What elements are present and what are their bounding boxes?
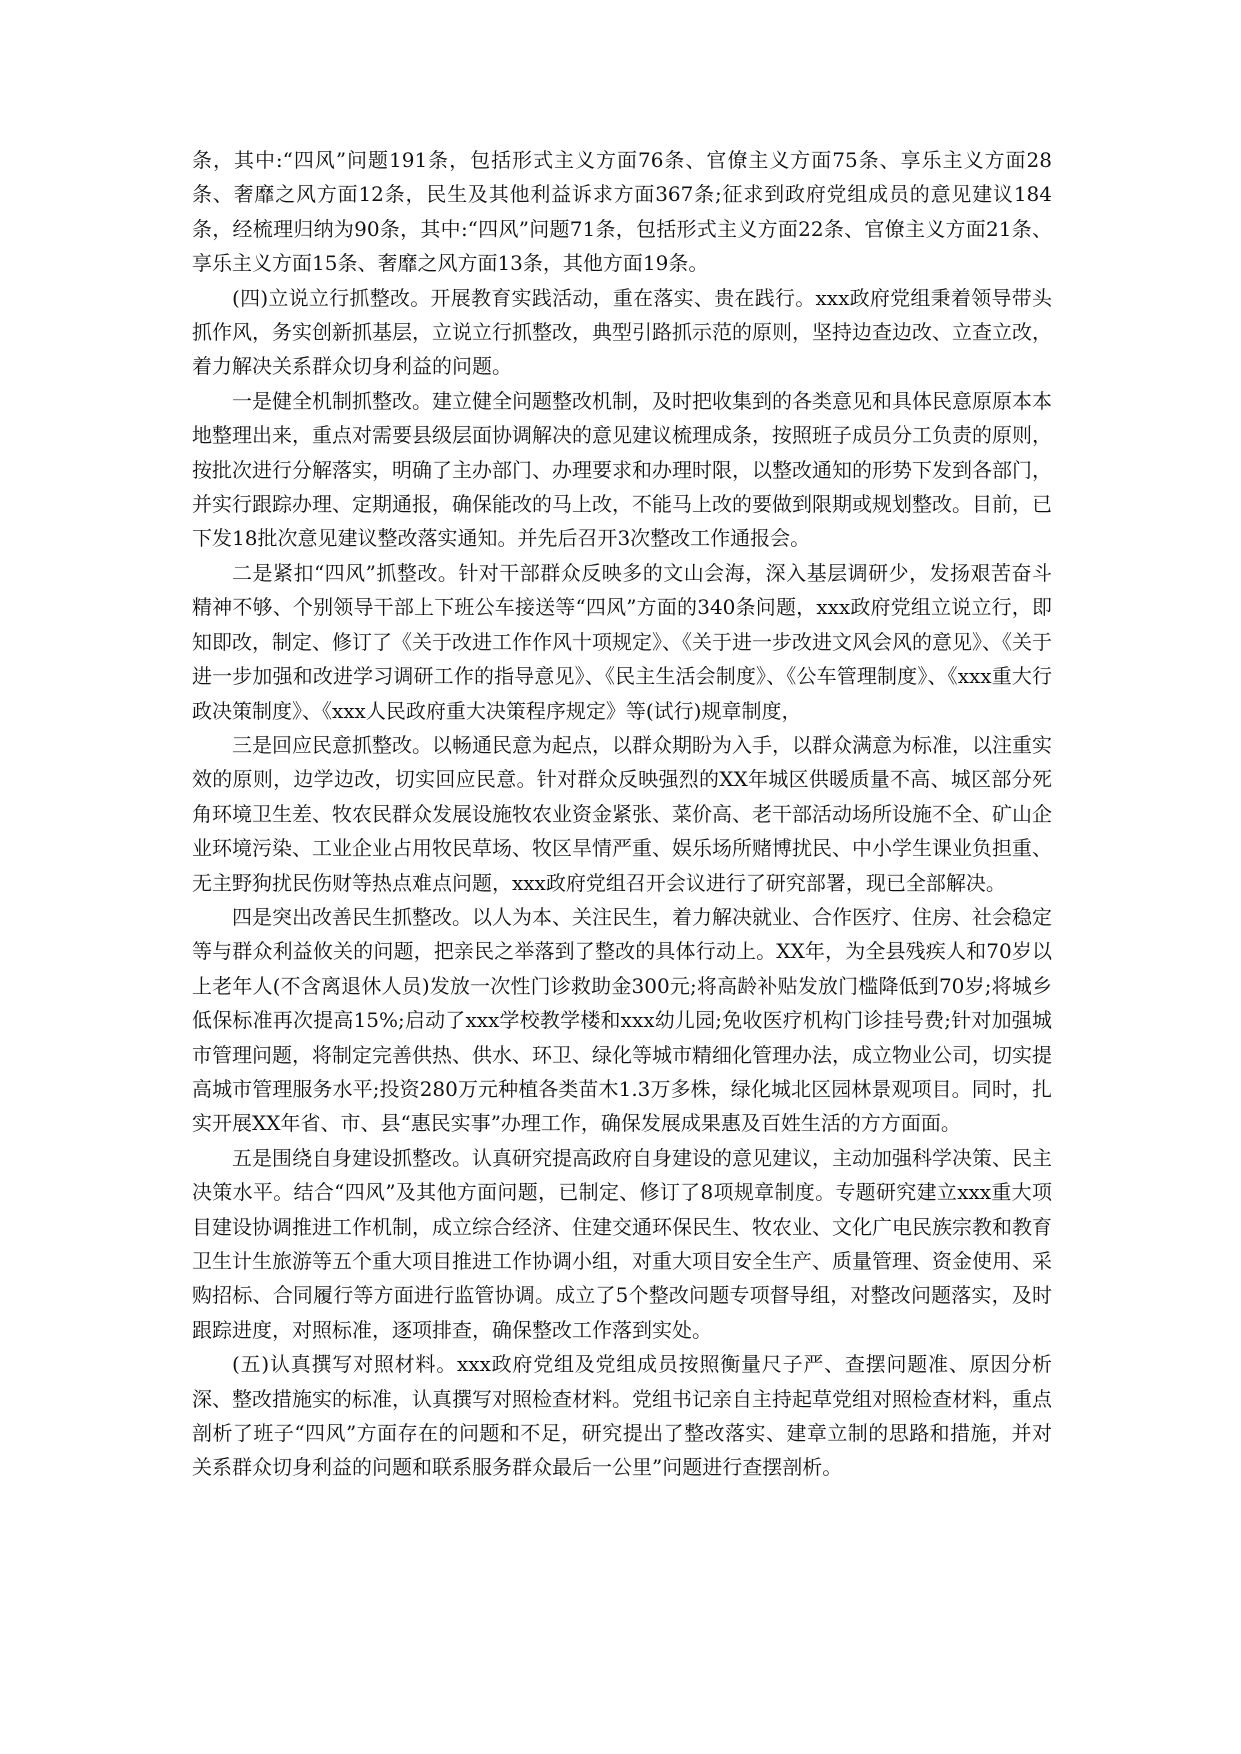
paragraph-item-two: 二是紧扣“四风”抓整改。针对干部群众反映多的文山会海，深入基层调研少，发扬艰苦奋斗精神不够、个别领导干部上下班公车接送等“四风”方面的340条问题，xxx政府党组立说立行，即知即改，制定、修订了《关于改进工作作风十项规定》、《关于进一步改进文风会风的意见》、《关于进一步加强和改进学习调研工作的指导意见》、《民主生活会制度》、《公车管理制度》、《xxx重大行政决策制度》、《xxx人民政府重大决策程序规定》等(试行)规章制度， xyxy=(192,560,1052,723)
paragraph-continuation: 条，其中:“四风”问题191条，包括形式主义方面76条、官僚主义方面75条、享乐主义方面28条、奢靡之风方面12条，民生及其他利益诉求方面367条;征求到政府党组成员的意见建议184条，经梳理归纳为90条，其中:“四风”问题71条，包括形式主义方面22条、官僚主义方面21条、享乐主义方面15条、奢靡之风方面13条，其他方面19条。 xyxy=(192,148,1052,276)
document-body xyxy=(192,143,1052,1485)
paragraph-section-four: (四)立说立行抓整改。开展教育实践活动，重在落实、贵在践行。xxx政府党组秉着领导带头抓作风，务实创新抓基层，立说立行抓整改，典型引路抓示范的原则，坚持边查边改、立查立改，着力解决关系群众切身利益的问题。 xyxy=(192,285,1052,379)
paragraph-item-four: 四是突出改善民生抓整改。以人为本、关注民生，着力解决就业、合作医疗、住房、社会稳定等与群众利益攸关的问题，把亲民之举落到了整改的具体行动上。XX年，为全县残疾人和70岁以上老年人(不含离退休人员)发放一次性门诊救助金300元;将高龄补贴发放门槛降低到70岁;将城乡低保标准再次提高15%;启动了xxx学校教学楼和xxx幼儿园;免收医疗机构门诊挂号费;针对加强城市管理问题，将制定完善供热、供水、环卫、绿化等城市精细化管理办法，成立物业公司，切实提高城市管理服务水平;投资280万元种植各类苗木1.3万多株，绿化城北区园林景观项目。同时，扎实开展XX年省、市、县“惠民实事”办理工作，确保发展成果惠及百姓生活的方方面面。 xyxy=(192,904,1052,1136)
paragraph-section-five: (五)认真撰写对照材料。xxx政府党组及党组成员按照衡量尺子严、查摆问题准、原因分析深、整改措施实的标准，认真撰写对照检查材料。党组书记亲自主持起草党组对照检查材料，重点剖析了班子“四风”方面存在的问题和不足，研究提出了整改落实、建章立制的思路和措施，并对关系群众切身利益的问题和联系服务群众最后一公里”问题进行查摆剖析。 xyxy=(192,1352,1052,1480)
paragraph-item-three: 三是回应民意抓整改。以畅通民意为起点，以群众期盼为入手，以群众满意为标准，以注重实效的原则，边学边改，切实回应民意。针对群众反映强烈的XX年城区供暖质量不高、城区部分死角环境卫生差、牧农民群众发展设施牧农业资金紧张、菜价高、老干部活动场所设施不全、矿山企业环境污染、工业企业占用牧民草场、牧区旱情严重、娱乐场所赌博扰民、中小学生课业负担重、无主野狗扰民伤财等热点难点问题，xxx政府党组召开会议进行了研究部署，现已全部解决。 xyxy=(192,732,1052,895)
paragraph-item-five: 五是围绕自身建设抓整改。认真研究提高政府自身建设的意见建议，主动加强科学决策、民主决策水平。结合“四风”及其他方面问题，已制定、修订了8项规章制度。专题研究建立xxx重大项目建设协调推进工作机制，成立综合经济、住建交通环保民生、牧农业、文化广电民族宗教和教育卫生计生旅游等五个重大项目推进工作协调小组，对重大项目安全生产、质量管理、资金使用、采购招标、合同履行等方面进行监管协调。成立了5个整改问题专项督导组，对整改问题落实，及时跟踪进度，对照标准，逐项排查，确保整改工作落到实处。 xyxy=(192,1145,1052,1342)
paragraph-item-one: 一是健全机制抓整改。建立健全问题整改机制，及时把收集到的各类意见和具体民意原原本本地整理出来，重点对需要县级层面协调解决的意见建议梳理成条，按照班子成员分工负责的原则，按批次进行分解落实，明确了主办部门、办理要求和办理时限，以整改通知的形势下发到各部门，并实行跟踪办理、定期通报，确保能改的马上改，不能马上改的要做到限期或规划整改。目前，已下发18批次意见建议整改落实通知。并先后召开3次整改工作通报会。 xyxy=(192,388,1052,551)
